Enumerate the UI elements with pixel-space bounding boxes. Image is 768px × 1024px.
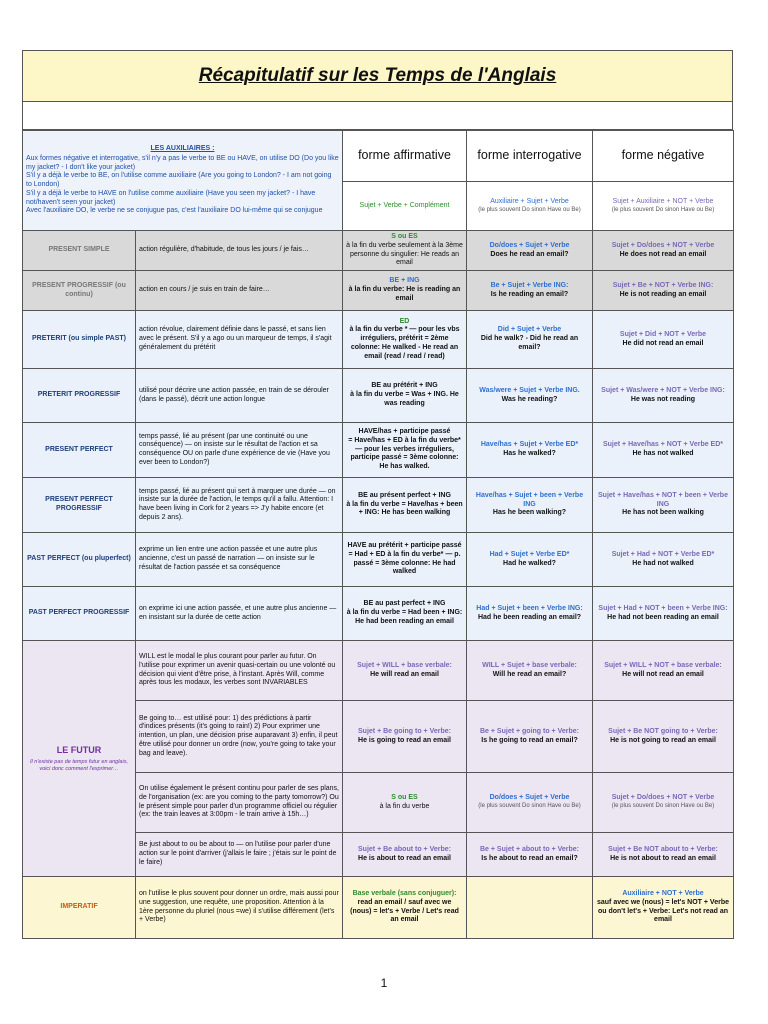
tense-desc: Be going to… est utilisé pour: 1) des prédictions à partir d'indices présents (it's going to rain!) 2) Pour exprimer une intention, un plan, une décision prise auparavant 3) enfin, il peut être utilisé pour donner un ordre (now, you're going to take your bag and leave). [136, 701, 343, 773]
neg-body: He has not walked [632, 450, 694, 457]
neg-body: He did not read an email [622, 339, 704, 347]
int-head: Do/does + Sujet + Verbe [489, 794, 570, 802]
aff-body: à la fin du verbe = Had been + ING: He had been reading an email [346, 609, 463, 625]
int-body: Had he walked? [503, 559, 556, 567]
int-head: Have/has + Sujet + been + Verbe ING [475, 491, 584, 508]
tense-name: PRESENT PERFECT PROGRESSIF [23, 478, 136, 533]
neg-head: Sujet + Do/does + NOT + Verbe [611, 794, 715, 802]
tense-desc: exprime un lien entre une action passée et une autre plus ancienne, c'est un passé de narration — on insiste sur le résultat de l'action passée et sa conséquence [136, 533, 343, 587]
aff-head: Sujet + Be going to + Verbe: [358, 727, 451, 735]
tense-desc: utilisé pour décrire une action passée, en train de se dérouler (dans le passé), décrit une action longue [136, 369, 343, 423]
aff-body: à la fin du verbe seulement à la 3ème personne du singulier: He reads an email [346, 241, 463, 267]
aff-head: Base verbale (sans conjuguer): [352, 890, 457, 897]
int-body: Did he walk? - Did he read an email? [480, 335, 579, 351]
table-row [23, 369, 734, 423]
neg-body: He will not read an email [622, 670, 704, 678]
aff-head: S ou ES [391, 233, 418, 240]
aff-head: BE au past perfect + ING [363, 600, 446, 608]
neg-head: Sujet + Have/has + NOT + been + Verbe ING [598, 491, 728, 508]
aff-body: à la fin du verbe: He is reading an email [348, 286, 461, 302]
aff-head: HAVE au prétérit + participe passé [347, 542, 462, 549]
int-head: Be + Sujet + about to + Verbe: [480, 845, 579, 853]
aff-head: Sujet + WILL + base verbale: [357, 661, 452, 669]
tense-name: LE FUTUR [56, 744, 102, 755]
aux-line: S'il y a déjà le verbe to BE, on l'utilise comme auxiliaire (Are you going to London? - I am not going to London) [26, 172, 332, 188]
neg-body: He had not been reading an email [607, 613, 719, 621]
tense-desc: temps passé, lié au présent qui sert à marquer une durée — on insiste sur la durée de l'action, le temps qu'il a fallu. Attention: I have been living in Cork for 2 years => J'y habite encore (et depuis 2 ans). [136, 478, 343, 533]
aux-line: S'il y a déjà le verbe to HAVE on l'utilise comme auxiliaire (Have you seen my jacket? - I have not/haven't seen your jacket) [26, 189, 316, 206]
int-body: Does he read an email? [490, 250, 569, 258]
aff-head: BE au présent perfect + ING [358, 491, 451, 499]
neg-body: He does not read an email [619, 250, 707, 258]
int-body: Is he about to read an email? [481, 854, 578, 862]
futur-tense-cell [23, 641, 136, 877]
tense-desc: action régulière, d'habitude, de tous les jours / je fais… [136, 231, 343, 271]
tenses-table [22, 130, 734, 939]
table-row [23, 641, 734, 701]
neg-head: Sujet + Be NOT about to + Verbe: [608, 845, 718, 853]
int-head: Had + Sujet + Verbe ED* [489, 550, 570, 558]
tense-name: PRESENT SIMPLE [23, 231, 136, 271]
neg-head: Sujet + WILL + NOT + base verbale: [604, 661, 722, 669]
formula-aff: Sujet + Verbe + Complément [359, 201, 450, 209]
auxiliaires-title: LES AUXILIAIRES : [150, 145, 215, 152]
aff-body: read an email / sauf avec we (nous) = let's + Verbe / Let's read an email [350, 898, 459, 924]
neg-head: Sujet + Was/were + NOT + Verbe ING: [601, 386, 725, 394]
tense-desc: on exprime ici une action passée, et une autre plus ancienne — en insistant sur la durée de cette action [136, 587, 343, 641]
int-head: Was/were + Sujet + Verbe ING. [479, 386, 580, 394]
neg-head: Sujet + Do/does + NOT + Verbe [611, 241, 715, 249]
aff-head: S ou ES [391, 793, 418, 801]
table-row [23, 231, 734, 271]
header-int-label: forme interrogative [467, 131, 592, 182]
int-body: Is he going to read an email? [481, 736, 578, 744]
header-affirmative [343, 131, 467, 231]
neg-body: He is not about to read an email [610, 854, 716, 862]
aff-head: Sujet + Be about to + Verbe: [358, 845, 451, 853]
neg-body: He is not reading an email [619, 290, 707, 298]
formula-neg-note: (le plus souvent Do sinon Have ou Be) [611, 206, 715, 213]
neg-head: Sujet + Be + NOT + Verbe ING: [612, 281, 714, 289]
aff-body: He will read an email [370, 670, 439, 678]
neg-head: Sujet + Had + NOT + Verbe ED* [611, 550, 715, 558]
int-body: Was he reading? [501, 395, 558, 403]
aff-body: = Had + ED à la fin du verbe* — p. passé = 3ème colonne: He had walked [348, 550, 461, 576]
neg-body: sauf avec we (nous) = let's NOT + Verbe ou don't let's + Verbe: Let's not read an email [597, 898, 729, 924]
futur-note: Il n'existe pas de temps futur en anglais, voici donc comment l'exprimer… [30, 758, 128, 772]
int-body: Will he read an email? [492, 670, 567, 678]
aff-head: BE au prétérit + ING [371, 382, 438, 390]
neg-head: Sujet + Did + NOT + Verbe [619, 330, 707, 338]
tense-desc: Be just about to ou be about to — on l'utilise pour parler d'une action sur le point d'arriver (j'allais le faire ; j'étais sur le point de le faire) [136, 833, 343, 877]
table-row [23, 478, 734, 533]
tense-desc: On utilise également le présent continu pour parler de ses plans, de l'organisation (ex: are you coming to the party tomorrow?) Ou le présent simple pour parler d'un programme officiel ou régulier (ex: the train leaves at 3:00pm - le train arrive à 15h…) [136, 773, 343, 833]
page-number: 1 [380, 976, 388, 990]
int-body: (le plus souvent Do sinon Have ou Be) [478, 803, 581, 810]
int-head: Be + Sujet + going to + Verbe: [480, 727, 579, 735]
neg-body: (le plus souvent Do sinon Have ou Be) [611, 803, 715, 810]
int-body: Has he walked? [503, 450, 556, 457]
tense-name: PRESENT PERFECT [23, 423, 136, 478]
aff-head: BE + ING [389, 277, 420, 285]
int-head: Had + Sujet + been + Verbe ING: [476, 604, 583, 612]
tense-name: PAST PERFECT (ou pluperfect) [23, 533, 136, 587]
tense-name: PAST PERFECT PROGRESSIF [23, 587, 136, 641]
aff-head: ED [399, 317, 410, 325]
aff-body: = Have/has + ED à la fin du verbe* — pour les verbes irréguliers, participe passé = 3ème colonne: He has walked. [348, 436, 461, 471]
int-body: Is he reading an email? [490, 290, 569, 298]
tense-name: PRETERIT PROGRESSIF [23, 369, 136, 423]
auxiliaires-cell [23, 131, 343, 231]
tense-desc: action révolue, clairement définie dans le passé, et sans lien avec le présent. S'il y a ago ou un marqueur de temps, il s'agit généralement du prétérit [136, 311, 343, 369]
aff-body: à la fin du verbe * — pour les vbs irréguliers, prétérit = 2ème colonne: He walked - He read an email (read / read / read) [349, 326, 460, 360]
int-body: Had he been reading an email? [477, 613, 582, 621]
formula-int: Auxiliaire + Sujet + Verbe [490, 197, 569, 205]
table-row [23, 877, 734, 939]
neg-head: Sujet + Had + NOT + been + Verbe ING: [598, 604, 728, 612]
neg-body: He has not been walking [622, 509, 704, 517]
int-body: Has he been walking? [492, 509, 567, 517]
aux-line: Avec l'auxiliaire DO, le verbe ne se conjugue pas, c'est l'auxiliaire DO lui-même qui se conjugue [26, 207, 323, 215]
tense-name: IMPERATIF [23, 877, 136, 939]
title-box [22, 50, 733, 102]
aff-body: He is about to read an email [358, 854, 451, 862]
neg-body: He is not going to read an email [610, 736, 716, 744]
tense-name: PRETERIT (ou simple PAST) [23, 311, 136, 369]
table-header-row [23, 131, 734, 231]
formula-int-note: (le plus souvent Do sinon Have ou Be) [478, 206, 581, 213]
aff-body: He is going to read an email [358, 736, 451, 744]
table-row [23, 311, 734, 369]
aux-line: Aux formes négative et interrogative, s'il n'y a pas le verbe to BE ou HAVE, on utilise DO (Do you like my jacket? - I don't like your jacket) [26, 154, 339, 171]
header-negative [593, 131, 734, 231]
tense-desc: action en cours / je suis en train de faire… [136, 271, 343, 311]
neg-head: Sujet + Be NOT going to + Verbe: [608, 727, 718, 735]
int-head: Do/does + Sujet + Verbe [489, 241, 570, 249]
tense-desc: WILL est le modal le plus courant pour parler au futur. On l'utilise pour exprimer un avenir quasi-certain ou une volonté ou décision qui vient d'être prise, à l'instant. Après Will, comme après tous les modaux, les verbes sont INVARIABLES [136, 641, 343, 701]
spacer-row [22, 102, 733, 130]
formula-neg: Sujet + Auxiliaire + NOT + Verbe [612, 197, 714, 205]
header-interrogative [467, 131, 593, 231]
table-row [23, 271, 734, 311]
int-head: WILL + Sujet + base verbale: [482, 661, 577, 669]
aff-body: à la fin du verbe = Have/has + been + ING: He has been walking [346, 500, 463, 517]
aff-head: HAVE/has + participe passé [358, 428, 451, 436]
aff-body: à la fin du verbe [379, 802, 430, 810]
int-head: Be + Sujet + Verbe ING: [490, 281, 569, 289]
neg-head: Sujet + Have/has + NOT + Verbe ED* [602, 441, 724, 449]
int-head: Have/has + Sujet + Verbe ED* [480, 441, 579, 449]
aff-body: à la fin du verbe = Was + ING. He was reading [350, 391, 459, 407]
header-aff-label: forme affirmative [343, 131, 466, 182]
page-title: Récapitulatif sur les Temps de l'Anglais [198, 65, 557, 86]
neg-body: He had not walked [632, 559, 694, 567]
tense-desc: on l'utilise le plus souvent pour donner un ordre, mais aussi pour une suggestion, une requête, une proposition. Attention à la 1ère personne du pluriel (nous =we) il s'utilise différement (let's + Verbe) [136, 877, 343, 939]
int-head: Did + Sujet + Verbe [497, 326, 562, 334]
neg-head: Auxiliaire + NOT + Verbe [622, 890, 704, 897]
tense-desc: temps passé, lié au présent (par une continuité ou une conséquence) — on insiste sur le résultat de l'action et sa conséquence OU on parle d'une expérience de vie (Have you ever been to London?) [136, 423, 343, 478]
table-row [23, 533, 734, 587]
tense-name: PRESENT PROGRESSIF (ou continu) [23, 271, 136, 311]
header-neg-label: forme négative [593, 131, 733, 182]
table-row [23, 423, 734, 478]
neg-body: He was not reading [630, 395, 696, 403]
table-row [23, 587, 734, 641]
